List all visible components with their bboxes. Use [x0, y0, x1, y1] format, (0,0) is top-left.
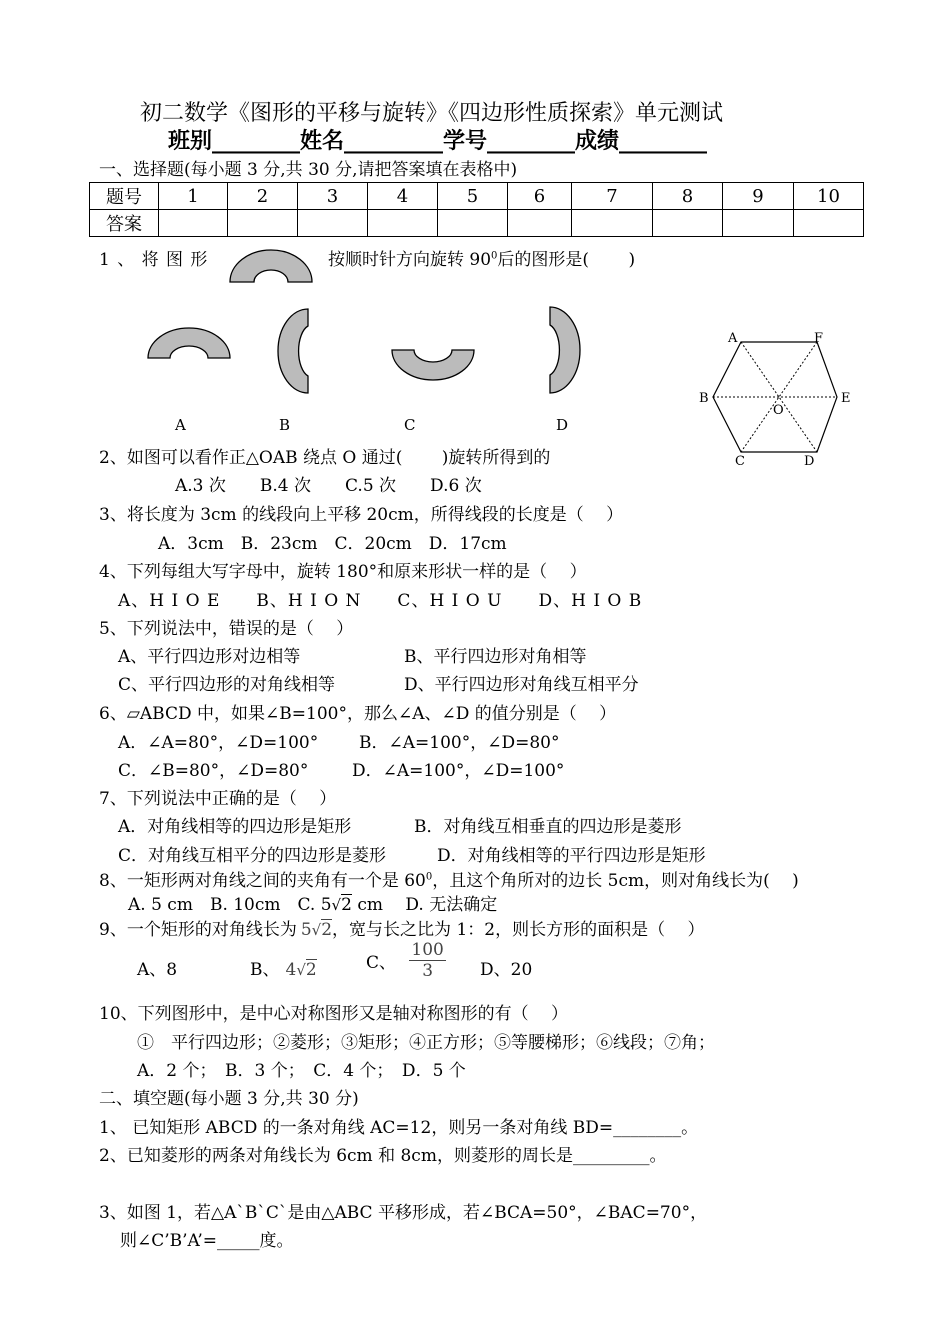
sqrt-icon: √ — [311, 921, 322, 939]
question-8-text-b: ，且这个角所对的边长 5cm，则对角线长为( ) — [432, 871, 799, 891]
hexagon-label-d: D — [804, 454, 815, 469]
question-9-text — [99, 915, 705, 940]
hexagon-label-e: E — [841, 391, 851, 406]
answer-cell[interactable] — [438, 210, 508, 237]
question-9-option-c-label: C、 — [366, 953, 397, 973]
question-7-option-d: D．对角线相等的平行四边形是矩形 — [437, 846, 706, 866]
question-7-option-b: B．对角线互相垂直的四边形是菱形 — [414, 817, 682, 837]
question-6-option-d: D．∠A=100°，∠D=100° — [352, 761, 565, 781]
question-5-option-a: A、平行四边形对边相等 — [118, 647, 301, 667]
option-b-figure — [274, 306, 314, 396]
table-cell: 1 — [159, 183, 228, 210]
question-5-option-d: D、平行四边形对角线互相平分 — [404, 675, 639, 695]
question-9-option-d: D、20 — [480, 960, 533, 980]
question-3-text: 3、将长度为 3cm 的线段向上平移 20cm，所得线段的长度是（ ） — [99, 505, 624, 525]
question-3-options: A．3cm B．23cm C．20cm D．17cm — [158, 534, 507, 554]
question-6-number: 6、 — [99, 704, 127, 724]
option-a-figure — [144, 324, 234, 364]
sqrt-icon: √ — [331, 896, 342, 914]
question-9-option-b — [250, 955, 317, 980]
question-8-options-b: cm D. 无法确定 — [357, 895, 498, 915]
option-d-figure — [545, 304, 585, 396]
option-a-label: A — [175, 416, 186, 434]
degree-superscript: 0 — [491, 250, 498, 262]
question-7-option-c: C．对角线互相平分的四边形是菱形 — [118, 846, 387, 866]
table-header-cell: 答案 — [90, 210, 159, 237]
question-9-option-c — [366, 940, 446, 981]
question-9-option-b-label: B、 — [250, 960, 280, 980]
question-9-text-b: ，宽与长之比为 1：2，则长方形的面积是（ ） — [332, 920, 705, 940]
answer-cell[interactable] — [298, 210, 368, 237]
question-10-options: A．2 个； B．3 个； C．4 个； D．5 个 — [137, 1061, 466, 1081]
section1-heading: 一、选择题(每小题 3 分,共 30 分,请把答案填在表格中) — [99, 160, 518, 180]
table-header-cell: 题号 — [90, 183, 159, 210]
fraction-denominator: 3 — [422, 961, 434, 981]
sqrt-radicand: 2 — [305, 960, 317, 980]
question-6-option-a: A．∠A=80°，∠D=100° — [118, 733, 319, 753]
fraction-numerator: 100 — [411, 940, 444, 960]
answer-table — [89, 182, 864, 237]
fraction — [409, 940, 445, 981]
answer-cell[interactable] — [228, 210, 298, 237]
answer-cell[interactable] — [508, 210, 572, 237]
question-5-option-b: B、平行四边形对角相等 — [404, 647, 587, 667]
table-cell: 2 — [228, 183, 298, 210]
hexagon-label-c: C — [735, 454, 745, 469]
table-cell: 9 — [723, 183, 794, 210]
question-1-text — [328, 245, 635, 270]
sqrt-icon: √ — [296, 961, 306, 979]
degree-superscript: 0 — [425, 871, 433, 883]
hexagon-label-f: F — [814, 331, 824, 346]
hexagon-label-b: B — [699, 391, 709, 406]
sqrt-radicand: 2 — [341, 895, 352, 915]
answer-cell[interactable] — [653, 210, 723, 237]
student-info-line: 班别________姓名_________学号________成绩________ — [168, 129, 708, 154]
page-title: 初二数学《图形的平移与旋转》《四边形性质探索》单元测试 — [140, 101, 724, 126]
question-2-text: 2、如图可以看作正△OAB 绕点 O 通过( )旋转所得到的 — [99, 448, 551, 468]
table-cell: 5 — [438, 183, 508, 210]
parallelogram-icon: ▱ — [126, 704, 140, 724]
question-2-options: A.3 次 B.4 次 C.5 次 D.6 次 — [175, 476, 482, 496]
sqrt-radicand: 2 — [321, 920, 333, 940]
question-6-body: ABCD 中，如果∠B=100°，那么∠A、∠D 的值分别是（ ） — [139, 704, 617, 724]
table-cell: 7 — [572, 183, 653, 210]
question-8-options-a: A. 5 cm B. 10cm C. 5 — [128, 895, 332, 915]
hexagon-label-o: O — [773, 403, 784, 418]
answer-cell[interactable] — [794, 210, 864, 237]
question-10-items: ① 平行四边形；②菱形；③矩形；④正方形；⑤等腰梯形；⑥线段；⑦角； — [137, 1033, 715, 1053]
question-9-coef: 5 — [300, 920, 312, 940]
question-10-text: 10、下列图形中，是中心对称图形又是轴对称图形的有（ ） — [99, 1004, 569, 1024]
answer-cell[interactable] — [723, 210, 794, 237]
option-d-label: D — [556, 416, 569, 434]
fill-question-3-line2: 则∠C’B’A’=_____度。 — [120, 1231, 294, 1251]
question-1-text-c: 后的图形是( ) — [497, 250, 636, 270]
question-1-prefix: 1 、 将 图 形 — [99, 250, 209, 270]
question-5-text: 5、下列说法中，错误的是（ ） — [99, 619, 354, 639]
table-row-answers — [90, 210, 864, 237]
answer-cell[interactable] — [159, 210, 228, 237]
table-cell: 4 — [368, 183, 438, 210]
option-c-figure — [388, 346, 478, 382]
question-9-option-b-coef: 4 — [285, 960, 297, 980]
table-cell: 10 — [794, 183, 864, 210]
hexagon-label-a: A — [728, 331, 738, 346]
question-7-option-a: A．对角线相等的四边形是矩形 — [118, 817, 352, 837]
fill-question-1: 1、 已知矩形 ABCD 的一条对角线 AC=12，则另一条对角线 BD=________。 — [99, 1118, 699, 1138]
table-cell: 6 — [508, 183, 572, 210]
answer-cell[interactable] — [368, 210, 438, 237]
question-8-text-a: 8、一矩形两对角线之间的夹角有一个是 60 — [99, 871, 426, 891]
question-6-text — [99, 699, 616, 724]
option-b-label: B — [279, 416, 291, 434]
table-cell: 3 — [298, 183, 368, 210]
question-9-option-a: A、8 — [137, 960, 178, 980]
hexagon-figure — [695, 325, 860, 475]
question-4-options: A、H I O E B、H I O N C、H I O U D、H I O B — [118, 591, 643, 611]
option-c-label: C — [404, 416, 416, 434]
question-8-text — [99, 866, 799, 891]
answer-cell[interactable] — [572, 210, 653, 237]
question-7-text: 7、下列说法中正确的是（ ） — [99, 789, 337, 809]
question-4-text: 4、下列每组大写字母中，旋转 180°和原来形状一样的是（ ） — [99, 562, 587, 582]
fill-question-2: 2、已知菱形的两条对角线长为 6cm 和 8cm，则菱形的周长是_________。 — [99, 1146, 667, 1166]
question-8-options — [128, 890, 497, 915]
question-6-option-c: C．∠B=80°，∠D=80° — [118, 761, 309, 781]
question-6-option-b: B．∠A=100°，∠D=80° — [359, 733, 560, 753]
table-row-numbers — [90, 183, 864, 210]
table-cell: 8 — [653, 183, 723, 210]
fill-question-3-line1: 3、如图 1，若△A`B`C`是由△ABC 平移形成，若∠BCA=50°，∠BAC=70°， — [99, 1203, 708, 1223]
section2-heading: 二、填空题(每小题 3 分,共 30 分) — [99, 1089, 359, 1109]
question-1-text-b: 按顺时针方向旋转 90 — [328, 250, 492, 270]
original-arc-figure — [226, 246, 316, 286]
question-9-text-a: 9、一个矩形的对角线长为 — [99, 920, 297, 940]
question-5-option-c: C、平行四边形的对角线相等 — [118, 675, 336, 695]
